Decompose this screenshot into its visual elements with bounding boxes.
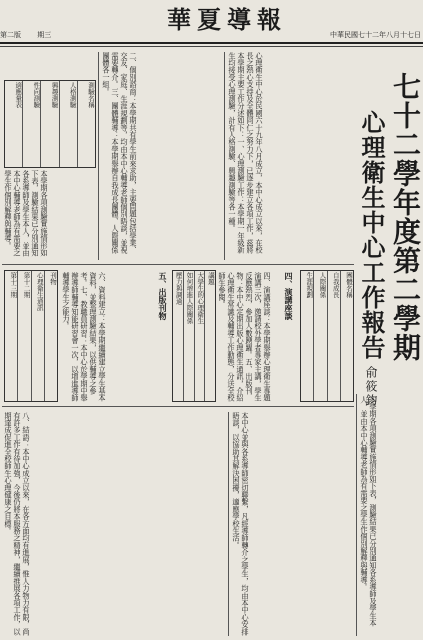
body-text: 本中心並與各系導師密切聯繫，凡經導師轉介之學生，均由本中心安排晤談，以協助其解決困擾，適應學校生活。	[232, 412, 250, 636]
author-name: 俞筱鈞	[364, 366, 378, 408]
column-divider	[228, 412, 229, 636]
masthead	[0, 0, 423, 48]
table-cell: 適應量表	[14, 82, 23, 108]
body-column-3	[218, 272, 280, 402]
body-text: 八、結語：本中心成立以來，在各方面均有進展，惟人力物力有限，尚有許多工作有待加強，今後仍將本服務之精神，繼續推展各項工作，以期達成促進全校師生心理健康之目標。	[4, 412, 31, 636]
body-text: 四、演講座談：本學期舉辦心理衛生專題演講三次，邀請校外學者專家主講，學生反應熱烈，參加人數踴躍。五、出版刊物：本中心定期出版心理衛生通訊，介紹心理衛生常識及輔導工作動態，分送全校師生參閱。	[218, 272, 272, 402]
masthead-rule-thin	[0, 46, 423, 47]
table-cell: 心理衛生通訊	[31, 271, 44, 401]
body-column-8	[360, 396, 420, 636]
table-cell: 人格測驗	[59, 81, 77, 167]
masthead-left-info	[0, 30, 150, 40]
row-divider	[2, 406, 354, 407]
table-cell: 如何增進人際關係	[183, 271, 194, 401]
section-heading: 五、出版刊物	[158, 272, 168, 320]
body-text: 心理衛生中心於民國六十九年八月成立，本中心成立以來，在校長之熱心支持及全體同仁之努力下，已逐步建立各項工作，茲將本學期主要工作分述如下：一、心理測驗工作：本學期一年級新生均接受心理測驗，計有人格測驗、興趣測驗等各一種。	[228, 52, 264, 254]
page-number: 第二版	[0, 31, 21, 39]
body-column-4	[62, 272, 154, 402]
table-cell: 大學生的心理衛生	[194, 271, 205, 401]
body-column-2	[102, 52, 220, 260]
publication-table	[4, 270, 58, 402]
table-header: 講題	[204, 271, 215, 401]
table-cell: 人際關係	[313, 271, 326, 401]
body-text: 本學期各項測驗實施情形如下表，測驗結果已分別通知各系導師及學生本人，並由本中心輔導老師為有需要之學生作個別解釋與輔導。	[360, 396, 378, 627]
lecture-table	[172, 270, 216, 402]
body-column-6	[4, 170, 94, 260]
column-divider	[224, 52, 225, 260]
column-divider	[98, 52, 99, 260]
body-column-5	[4, 412, 224, 636]
article-subtitle: 心理衛生中心工作報告	[357, 110, 386, 360]
table-cell: 壓力與調適	[174, 272, 183, 305]
body-text: 二、個別諮商：本學期共有學生前來求助，主要問題包括學業、交友、家庭、生涯規劃等，均由本中心輔導老師個別晤談，並視需要轉介。三、團體輔導：本學期舉辦自我成長團體、人際關係團體各一組。	[102, 52, 138, 254]
masthead-rule	[0, 42, 423, 44]
table-cell: 第十二期	[17, 271, 30, 401]
body-column-7	[232, 412, 352, 636]
section-heading: 四、演講座談	[284, 272, 294, 320]
body-column-1	[228, 52, 352, 260]
table-header: 刊物	[44, 271, 57, 401]
body-text: 本學期各項測驗實施情形如下表，測驗結果已分別通知各系導師及學生本人，並由本中心輔導老師為有需要之學生作個別解釋與輔導。	[4, 170, 49, 257]
table-cell: 興趣測驗	[40, 81, 58, 167]
table-cell: 第十三期	[9, 272, 18, 298]
newspaper-title: 華夏導報	[167, 5, 287, 34]
table-cell: 自我成長	[327, 271, 340, 401]
table-header: 測驗名稱	[77, 81, 95, 167]
test-table	[4, 80, 96, 168]
publication-date: 中華民國七十二年八月十七日	[330, 31, 421, 39]
table-cell: 生涯規劃	[305, 272, 314, 298]
table-header: 團體名稱	[340, 271, 353, 401]
table-cell: 性向測驗	[22, 81, 40, 167]
body-text: 六、資料建立：本學期繼續建立學生基本資料，並整理測驗結果，以供輔導之參考。七、教職員研習：本中心於學期中舉辦導師輔導知能研習會一次，以增進導師輔導學生之能力。	[62, 272, 107, 402]
group-table	[300, 270, 354, 402]
issue-number: 期三	[37, 31, 52, 39]
row-divider	[2, 264, 354, 265]
column-divider	[356, 394, 357, 636]
article-title: 七十二學年度第二學期	[389, 72, 422, 362]
